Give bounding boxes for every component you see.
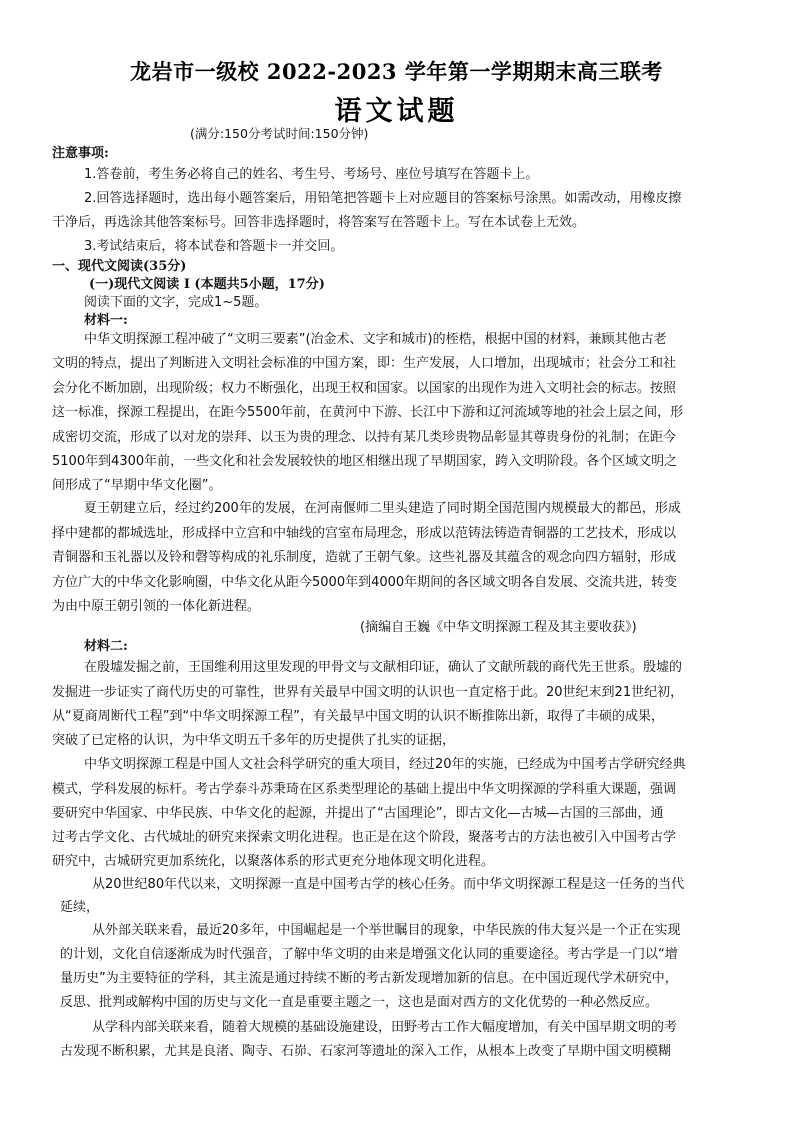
m1-p2-line: 择中建都的都城选址，形成择中立宫和中轴线的宫室布局理念，形成以范铸法铸造青铜器的工艺技术，形成以 bbox=[52, 526, 677, 541]
m1-p1-line: 间形成了“早期中华文化圈”。 bbox=[52, 478, 222, 493]
m1-p1-line: 成密切交流，形成了以对龙的崇拜、以玉为贵的理念、以持有某几类珍贵物品彰显其尊贵身份的礼制；在距今 bbox=[52, 430, 677, 445]
m1-p1-line: 中华文明探源工程冲破了“文明三要素”(冶金术、文字和城市)的桎梏，根据中国的材料，兼顾其他古老 bbox=[84, 332, 667, 347]
m2-p1-line: 突破了已定格的认识，为中华文明五千多年的历史提供了扎实的证据， bbox=[52, 733, 456, 748]
notes-item-1: 1.答卷前，考生务必将自己的姓名、考生号、考场号、座位号填写在答题卡上。 bbox=[84, 167, 539, 182]
m2-p5-line: 从学科内部关联来看，随着大规模的基础设施建设，田野考古工作大幅度增加，有关中国早期文明的考 bbox=[92, 1020, 678, 1035]
material-2-heading: 材料二: bbox=[84, 639, 128, 654]
subsection-heading: (一)现代文阅读 I (本题共5小题，17分) bbox=[89, 277, 325, 292]
exam-meta: (满分:150分考试时间:150分钟) bbox=[190, 126, 369, 141]
m1-p2-line: 青铜器和玉礼器以及铃和磬等构成的礼乐制度，造就了王朝气象。这些礼器及其蕴含的观念向四方辐射，形成 bbox=[52, 550, 677, 565]
notes-item-2b: 干净后，再选涂其他答案标号。回答非选择题时，将答案写在答题卡上。写在本试卷上无效。 bbox=[52, 215, 586, 230]
notes-item-2a: 2.回答选择题时，选出每小题答案后，用铅笔把答题卡上对应题目的答案标号涂黑。如需改动，用橡皮擦 bbox=[84, 191, 682, 206]
m2-p3-line: 延续， bbox=[60, 900, 100, 915]
m1-p1-line: 会分化不断加剧，出现阶级；权力不断强化，出现王权和国家。以国家的出现作为进入文明社会的标志。按照 bbox=[52, 381, 677, 396]
m1-p2-line: 方位广大的中华文化影响圈，中华文化从距今5000年到4000年期间的各区域文明各自发展、交流共进，转变 bbox=[52, 575, 678, 590]
material-1-heading: 材料一: bbox=[84, 313, 128, 328]
m2-p4-line: 量历史”为主要特征的学科，其主流是通过持续不断的考古新发现增加新的信息。在中国近现代学术研究中， bbox=[60, 971, 678, 986]
m2-p1-line: 在殷墟发掘之前，王国维利用这里发现的甲骨文与文献相印证，确认了文献所载的商代先王世系。殷墟的 bbox=[84, 660, 683, 675]
m2-p2-line: 中华文明探源工程是中国人文社会科学研究的重大项目，经过20年的实施，已经成为中国考古学研究经典 bbox=[84, 757, 686, 772]
notes-item-3: 3.考试结束后，将本试卷和答题卡一并交回。 bbox=[84, 239, 344, 254]
m2-p2-line: 要研究中华国家、中华民族、中华文化的起源，并提出了“古国理论”，即古文化—古城—古国的三部曲，通 bbox=[52, 806, 664, 821]
m2-p4-line: 反思、批判或解构中国的历史与文化一直是重要主题之一，这也是面对西方的文化优势的一种必然反应。 bbox=[60, 995, 659, 1010]
m1-p2-line: 为由中原王朝引领的一体化新进程。 bbox=[52, 599, 261, 614]
material-1-source: (摘编自王巍《中华文明探源工程及其主要收获》) bbox=[360, 620, 637, 635]
section-heading: 一、现代文阅读(35分) bbox=[52, 259, 187, 274]
subject-title: 语文试题 bbox=[334, 96, 459, 127]
instruction: 阅读下面的文字，完成1~5题。 bbox=[84, 295, 268, 310]
m2-p3-line: 从20世纪80年代以来，文明探源一直是中国考古学的核心任务。而中华文明探源工程是这一任务的当代 bbox=[92, 877, 685, 892]
m1-p1-line: 5100年到4300年前，一些文化和社会发展较快的地区相继出现了早期国家，跨入文明阶段。各个区域文明之 bbox=[52, 454, 678, 469]
m2-p4-line: 从外部关联来看，最近20多年，中国崛起是一个举世瞩目的现象，中华民族的伟大复兴是一个正在实现 bbox=[92, 923, 681, 938]
m2-p1-line: 从“夏商周断代工程”到“中华文明探源工程”，有关最早中国文明的认识不断推陈出新，取得了丰硕的成果， bbox=[52, 709, 664, 724]
m1-p1-line: 这一标准，探源工程提出，在距今5500年前，在黄河中下游、长江中下游和辽河流域等地的社会上层之间，形 bbox=[52, 405, 684, 420]
m1-p1-line: 文明的特点，提出了判断进入文明社会标准的中国方案，即：生产发展，人口增加，出现城市；社会分工和社 bbox=[52, 356, 677, 371]
m1-p2-line: 夏王朝建立后，经过约200年的发展，在河南偃师二里头建造了同时期全国范围内规模最大的都邑，形成 bbox=[84, 501, 681, 516]
exam-title: 龙岩市一级校 2022-2023 学年第一学期期末高三联考 bbox=[130, 59, 663, 84]
notes-heading: 注意事项: bbox=[52, 146, 109, 161]
m2-p2-line: 过考古学文化、古代城址的研究来探索文明化进程。也正是在这个阶段，聚落考古的方法也被引入中国考古学 bbox=[52, 830, 677, 845]
m2-p2-line: 模式，学科发展的标杆。考古学泰斗苏秉琦在区系类型理论的基础上提出中华文明探源的学科重大课题，强调 bbox=[52, 782, 677, 797]
m2-p2-line: 研究中，古城研究更加系统化，以聚落体系的形式更充分地体现文明化进程。 bbox=[52, 854, 495, 869]
m2-p5-line: 古发现不断积累，尤其是良渚、陶寺、石峁、石家河等遗址的深入工作，从根本上改变了早期中国文明模糊 bbox=[60, 1044, 672, 1059]
m2-p1-line: 发掘进一步证实了商代历史的可靠性，世界有关最早中国文明的认识也一直定格于此。20世纪末到21世纪初， bbox=[52, 685, 684, 700]
m2-p4-line: 的计划，文化自信逐渐成为时代强音，了解中华文明的由来是增强文化认同的重要途径。考古学是一门以“增 bbox=[60, 947, 678, 962]
